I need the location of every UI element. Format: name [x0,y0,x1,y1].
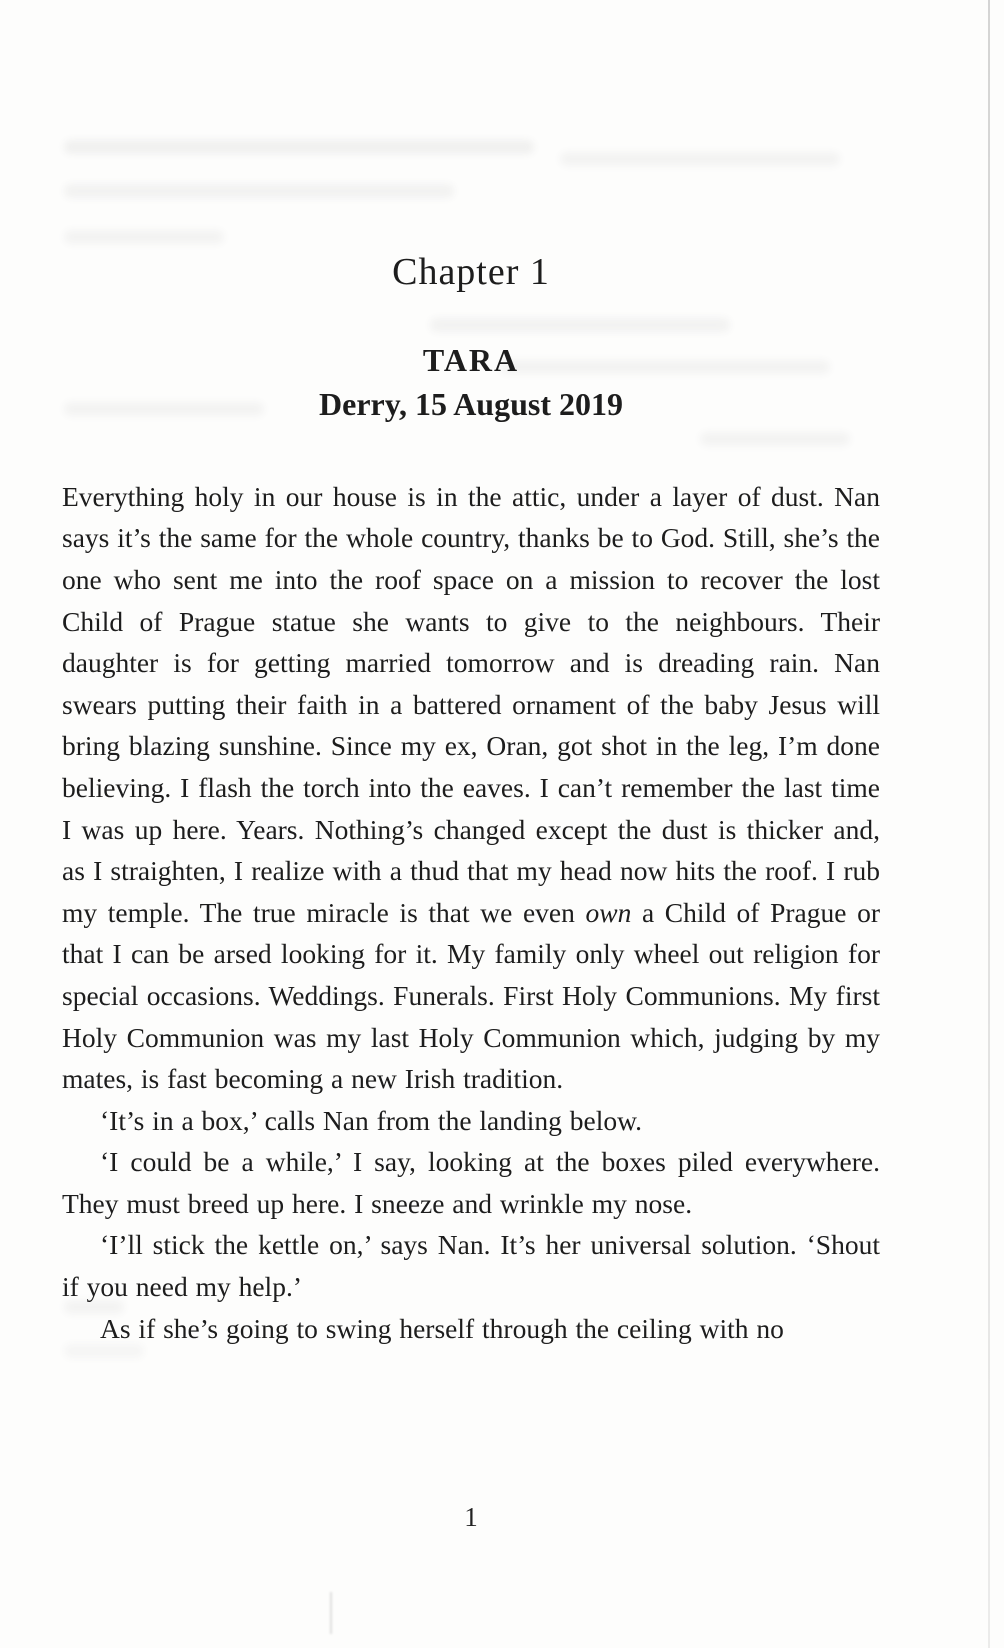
body-text [62,476,880,1349]
paragraph-text: a Child of Prague or that I can be arsed looking for it. My family only wheel out religion for special occasions. Weddings. Funerals. First Holy Communions. My first Holy Communion was my last Holy Communion which, judging by my mates, is fast becoming a new Irish tradition. [62,896,880,1095]
page-content [62,0,880,1349]
paragraph-dialogue: ‘It’s in a box,’ calls Nan from the landing below. [100,1104,643,1136]
paragraph-opening [62,476,880,1100]
paragraph-dialogue: ‘I could be a while,’ I say, looking at the boxes piled everywhere. They must breed up here. I sneeze and wrinkle my nose. [62,1146,880,1219]
paragraph-continuation: As if she’s going to swing herself through the ceiling with no [100,1312,784,1344]
page-number: 1 [464,1502,478,1532]
page-scan-edge-line [988,0,990,1648]
section-dateline: Derry, 15 August 2019 [319,385,623,422]
paragraph-text: Everything holy in our house is in the attic, under a layer of dust. Nan says it’s the same for the whole country, thanks be to God. Still, she’s the one who sent me into the roof space on a mission to recover the lost Child of Prague statue she wants to give to the neighbours. Their daughter is for getting married tomorrow and is dreading rain. Nan swears putting their faith in a battered ornament of the baby Jesus will bring blazing sunshine. Since my ex, Oran, got shot in the leg, I’m done believing. I flash the torch into the eaves. I can’t remember the last time I was up here. Years. Nothing’s changed except the dust is thicker and, as I straighten, I realize with a thud that my head now hits the roof. I rub my temple. The true miracle is that we even [62,480,880,928]
chapter-heading: Chapter 1 [392,251,550,293]
paragraph-dialogue: ‘I’ll stick the kettle on,’ says Nan. It’s her universal solution. ‘Shout if you need my help.’ [62,1229,880,1303]
scan-mark-artifact [330,1592,332,1634]
section-title: TARA [422,341,520,378]
italic-word: own [585,896,632,928]
